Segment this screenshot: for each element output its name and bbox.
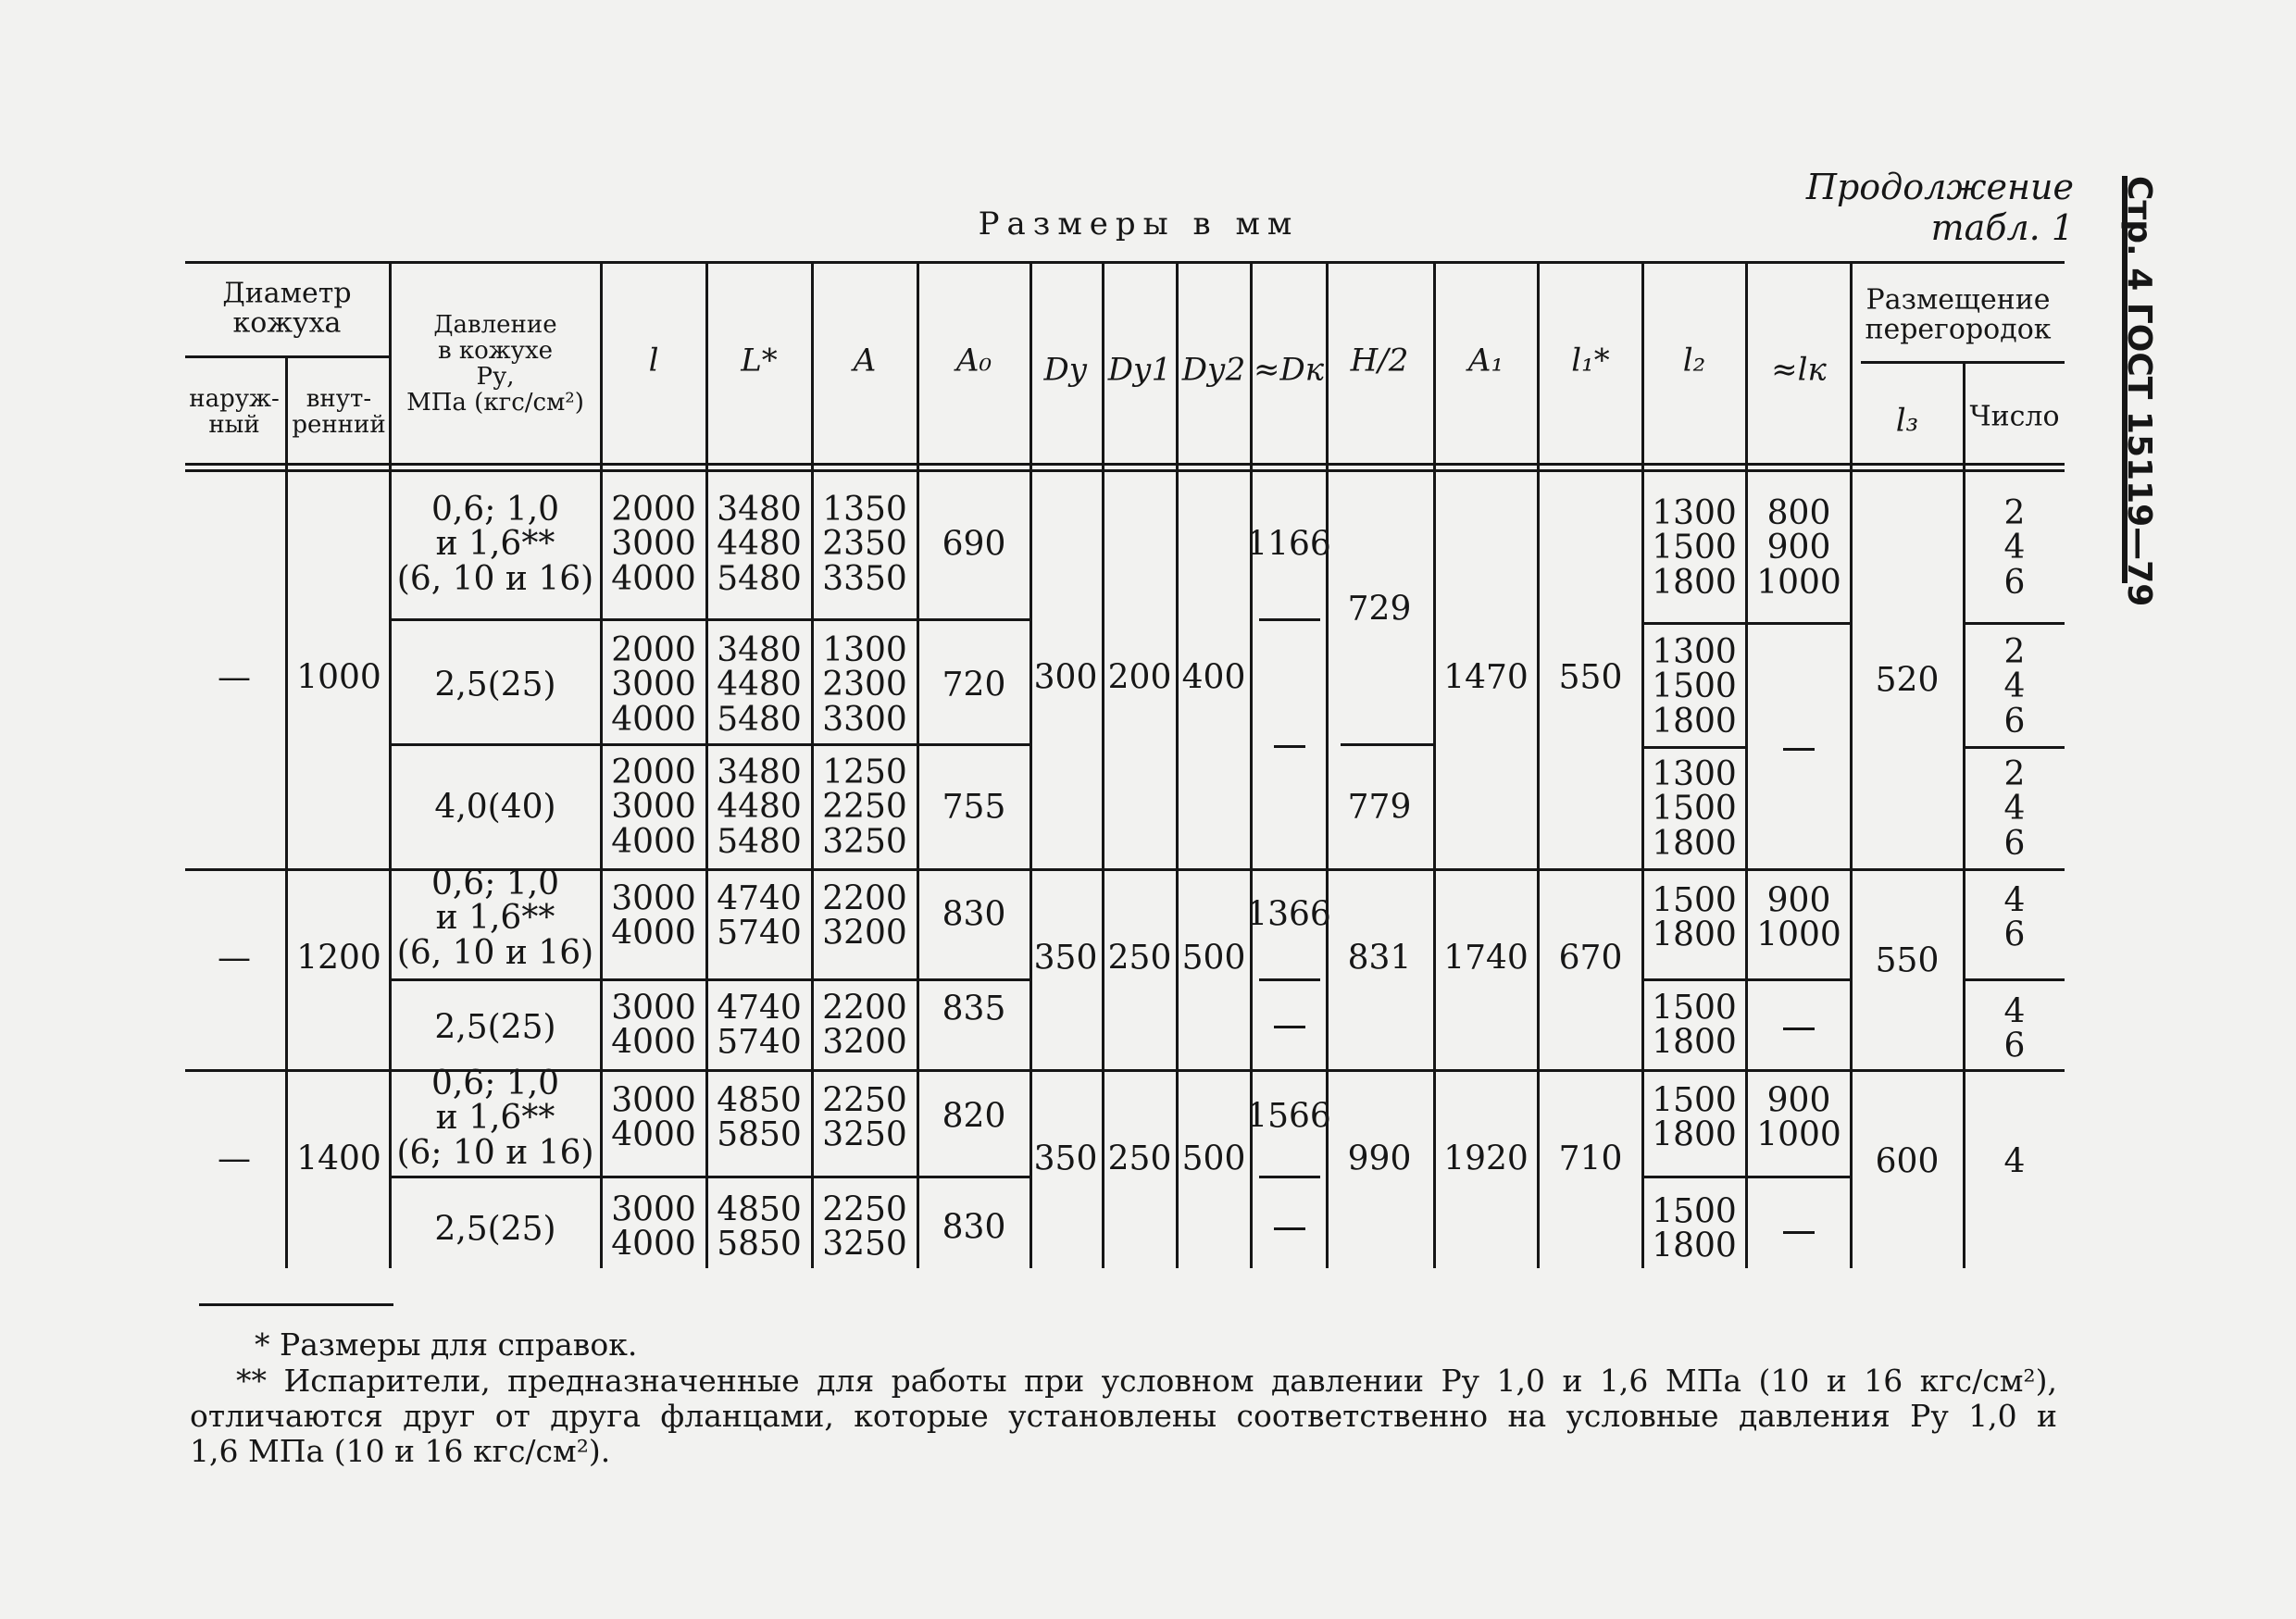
cell-l3: 600 (1875, 1142, 1940, 1181)
table-top-rule (185, 261, 2065, 264)
cell-l: 2000 3000 4000 (611, 630, 696, 739)
cell-l: 2000 3000 4000 (611, 753, 696, 861)
page-label: Стр. 4 ГОСТ 15119—79 (2120, 176, 2158, 607)
cell-l2: 1500 1800 (1652, 1081, 1737, 1154)
cell-l2: 1300 1500 1800 (1652, 632, 1737, 741)
column-rule (1850, 261, 1853, 1268)
cell-lk-dash (1783, 1231, 1815, 1234)
cell-Dk: 1366 (1246, 895, 1331, 934)
row-rule (1963, 622, 2065, 625)
header-Dy1: Dу1 (1107, 351, 1172, 389)
cell-L: 4850 5850 (717, 1081, 802, 1154)
cell-Dy1: 250 (1107, 1140, 1172, 1178)
cell-l2: 1300 1500 1800 (1652, 754, 1737, 863)
row-rule (389, 978, 1029, 981)
cell-l2: 1300 1500 1800 (1652, 493, 1737, 602)
footnote-2-line-3: 1,6 МПа (10 и 16 кгс/см²). (190, 1433, 611, 1469)
cell-l1: 710 (1558, 1140, 1623, 1178)
header-outer-diameter: наруж- ный (189, 384, 280, 439)
cell-pressure: 2,5(25) (434, 1008, 556, 1047)
cell-L: 4740 5740 (717, 879, 802, 953)
cell-lk: 900 1000 (1756, 1081, 1841, 1154)
header-Dy2: Dу2 (1181, 351, 1246, 389)
cell-Dk: 1566 (1246, 1097, 1331, 1136)
column-rule (285, 355, 288, 1268)
cell-count: 2 4 6 (2003, 754, 2026, 863)
row-rule (1963, 978, 2065, 981)
header-H2: H/2 (1350, 342, 1409, 380)
header-pressure: Давление в кожухе Pу, МПа (кгс/см²) (406, 310, 584, 417)
cell-L: 3480 4480 5480 (717, 490, 802, 598)
cell-Dy2: 500 (1181, 1140, 1246, 1178)
cell-H2: 990 (1347, 1140, 1412, 1178)
column-rule (1745, 261, 1748, 1268)
footnote-2-line-1: ** Испарители, предназначенные для работы при условном давлении Pу 1,0 и 1,6 МПа (10 и 16 кгс/см²), (236, 1363, 2057, 1399)
header-A1: A₁ (1467, 342, 1504, 380)
cell-A: 1350 2350 3350 (822, 490, 907, 598)
footnote-separator (199, 1303, 393, 1306)
cell-A1: 1920 (1443, 1140, 1529, 1178)
cell-Dk-dash (1274, 745, 1305, 748)
column-rule (1102, 261, 1104, 1268)
cell-l2: 1500 1800 (1652, 881, 1737, 954)
cell-Dy: 300 (1033, 658, 1098, 697)
column-rule (1963, 361, 1965, 1268)
cell-L: 3480 4480 5480 (717, 630, 802, 739)
column-rule (600, 261, 603, 1268)
header-shell-diameter: Диаметр кожуха (222, 277, 352, 339)
column-rule (389, 261, 392, 1268)
cell-l: 3000 4000 (611, 1081, 696, 1154)
row-rule (1963, 746, 2065, 749)
cell-Dy2: 400 (1181, 658, 1246, 697)
header-L: L* (741, 342, 778, 380)
header-Dy: Dу (1043, 351, 1088, 389)
cell-pressure: 4,0(40) (434, 788, 556, 827)
cell-outer-diameter: — (218, 658, 251, 697)
column-rule (1176, 261, 1179, 1268)
cell-A0: 755 (942, 788, 1006, 827)
cell-pressure: 0,6; 1,0 и 1,6** (6, 10 и 16) (396, 864, 594, 972)
cell-count: 4 6 (2003, 992, 2026, 1065)
row-rule (1259, 1176, 1320, 1178)
cell-Dy: 350 (1033, 939, 1098, 978)
cell-outer-diameter: — (218, 939, 251, 978)
units-caption: Размеры в мм (978, 205, 1300, 243)
cell-H2: 729 (1347, 590, 1412, 629)
cell-l1: 670 (1558, 939, 1623, 978)
cell-l3: 520 (1875, 661, 1940, 700)
table-continuation-label: Продолжение табл. 1 (1805, 167, 2074, 248)
cell-L: 4850 5850 (717, 1190, 802, 1264)
column-rule (1537, 261, 1540, 1268)
cell-inner-diameter: 1400 (296, 1140, 381, 1178)
cell-H2: 779 (1347, 788, 1412, 827)
cell-l3: 550 (1875, 941, 1940, 980)
header-l2: l₂ (1682, 342, 1706, 380)
header-l3: l₃ (1895, 402, 1919, 440)
footnote-2-line-2: отличаются друг от друга фланцами, которые установлены соответственно на условные давления Pу 1,0 и (190, 1398, 2057, 1434)
cell-Dk-dash (1274, 1026, 1305, 1028)
cell-l: 2000 3000 4000 (611, 490, 696, 598)
cell-A: 2200 3200 (822, 879, 907, 953)
column-rule (917, 261, 919, 1268)
cell-l1: 550 (1558, 658, 1623, 697)
cell-outer-diameter: — (218, 1140, 251, 1178)
cell-Dy1: 200 (1107, 658, 1172, 697)
cell-A: 2200 3200 (822, 989, 907, 1062)
cell-l: 3000 4000 (611, 879, 696, 953)
cell-count: 2 4 6 (2003, 632, 2026, 741)
column-rule (811, 261, 814, 1268)
cell-Dy: 350 (1033, 1140, 1098, 1178)
column-rule (1029, 261, 1032, 1268)
cell-l: 3000 4000 (611, 1190, 696, 1264)
row-rule (389, 1176, 1029, 1178)
header-l1: l₁* (1571, 342, 1610, 380)
cell-L: 3480 4480 5480 (717, 753, 802, 861)
column-rule (1433, 261, 1436, 1268)
cell-lk: 900 1000 (1756, 881, 1841, 954)
cell-A1: 1470 (1443, 658, 1529, 697)
cell-Dk: 1166 (1246, 525, 1331, 564)
cell-l2: 1500 1800 (1652, 989, 1737, 1062)
cell-A0: 820 (942, 1097, 1006, 1136)
cell-A: 1250 2250 3250 (822, 753, 907, 861)
row-rule (1641, 746, 1745, 749)
header-bottom-rule (185, 463, 2065, 466)
cell-A: 2250 3250 (822, 1190, 907, 1264)
row-rule (389, 743, 1029, 746)
cell-A0: 830 (942, 895, 1006, 934)
cell-inner-diameter: 1000 (296, 658, 381, 697)
cell-A0: 690 (942, 525, 1006, 564)
cell-pressure: 0,6; 1,0 и 1,6** (6; 10 и 16) (396, 1064, 594, 1172)
cell-Dk-dash (1274, 1227, 1305, 1230)
cell-A1: 1740 (1443, 939, 1529, 978)
cell-pressure: 0,6; 1,0 и 1,6** (6, 10 и 16) (396, 490, 594, 598)
row-rule (1259, 978, 1320, 981)
footnote-1: * Размеры для справок. (255, 1326, 638, 1363)
header-count: Число (1969, 400, 2060, 433)
cell-count: 2 4 6 (2003, 493, 2026, 602)
cell-l2: 1500 1800 (1652, 1192, 1737, 1265)
cell-A: 1300 2300 3300 (822, 630, 907, 739)
row-rule (389, 618, 1029, 621)
header-l: l (648, 342, 659, 380)
column-rule (1641, 261, 1644, 1268)
header-A: A (853, 342, 877, 380)
row-rule (926, 868, 1029, 871)
cell-Dy2: 500 (1181, 939, 1246, 978)
header-lk: ≈lк (1771, 351, 1827, 389)
header-baffles: Размещение перегородок (1865, 283, 2052, 345)
cell-inner-diameter: 1200 (296, 939, 381, 978)
cell-pressure: 2,5(25) (434, 1210, 556, 1249)
cell-A: 2250 3250 (822, 1081, 907, 1154)
header-inner-diameter: внут- ренний (292, 384, 386, 439)
cell-pressure: 2,5(25) (434, 666, 556, 704)
header-Dk: ≈Dк (1253, 351, 1325, 389)
cell-lk: 800 900 1000 (1756, 493, 1841, 602)
cell-L: 4740 5740 (717, 989, 802, 1062)
cell-count: 4 (2003, 1142, 2026, 1181)
cell-H2: 831 (1347, 939, 1412, 978)
cell-lk-dash (1783, 1027, 1815, 1030)
cell-Dy1: 250 (1107, 939, 1172, 978)
cell-A0: 835 (942, 990, 1006, 1028)
column-rule (705, 261, 708, 1268)
row-rule (1341, 743, 1433, 746)
cell-A0: 720 (942, 666, 1006, 704)
cell-count: 4 6 (2003, 881, 2026, 954)
cell-A0: 830 (942, 1208, 1006, 1247)
header-bottom-rule (185, 469, 2065, 472)
cell-l: 3000 4000 (611, 989, 696, 1062)
cell-lk-dash (1783, 748, 1815, 751)
header-A0: A₀ (955, 342, 992, 380)
row-rule (1259, 618, 1320, 621)
